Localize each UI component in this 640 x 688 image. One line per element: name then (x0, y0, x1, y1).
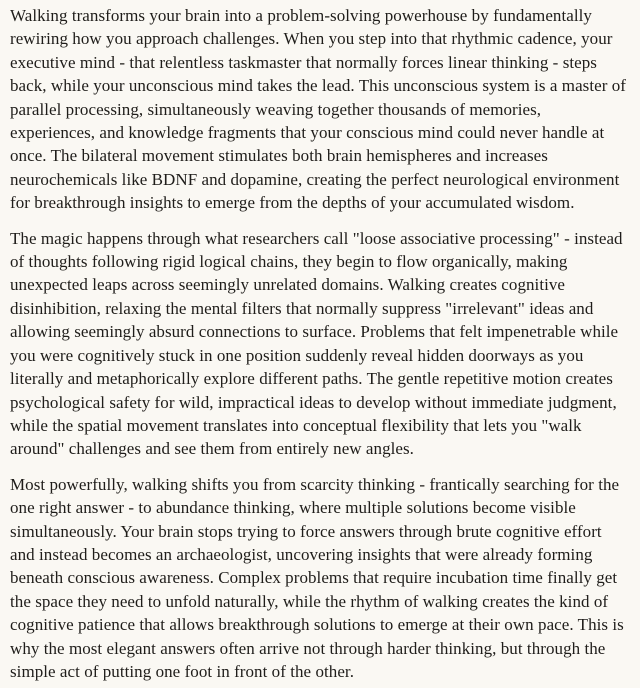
paragraph-2: The magic happens through what researchers call "loose associative processing" - instead of thoughts following rigid logical chains, they begin to flow organically, making unexpected leaps across seemingly unrelated domains. Walking creates cognitive disinhibition, relaxing the mental filters that normally suppress "irrelevant" ideas and allowing seemingly absurd connections to surface. Problems that felt impenetrable while you were cognitively stuck in one position suddenly reveal hidden doorways as you literally and metaphorically explore different paths. The gentle repetitive motion creates psychological safety for wild, impractical ideas to develop without immediate judgment, while the spatial movement translates into conceptual flexibility that lets you "walk around" challenges and see them from entirely new angles. (10, 228, 623, 459)
paragraph-1: Walking transforms your brain into a problem-solving powerhouse by fundamentally rewiring how you approach challenges. When you step into that rhythmic cadence, your executive mind - that relentless taskmaster that normally forces linear thinking - steps back, while your unconscious mind takes the lead. This unconscious system is a master of parallel processing, simultaneously weaving together thousands of memories, experiences, and knowledge fragments that your conscious mind could never handle at once. The bilateral movement stimulates both brain hemispheres and increases neurochemicals like BDNF and dopamine, creating the perfect neurological environment for breakthrough insights to emerge from the depths of your accumulated wisdom. (10, 6, 626, 213)
paragraph-3: Most powerfully, walking shifts you from scarcity thinking - frantically searching for the one right answer - to abundance thinking, where multiple solutions become visible simultaneously. Your brain stops trying to force answers through brute cognitive effort and instead becomes an archaeologist, uncovering insights that were already forming beneath conscious awareness. Complex problems that require incubation time finally get the space they need to unfold naturally, while the rhythm of walking creates the kind of cognitive patience that allows breakthrough solutions to emerge at their own pace. This is why the most elegant answers often arrive not through harder thinking, but through the simple act of putting one foot in front of the other. (10, 474, 624, 681)
